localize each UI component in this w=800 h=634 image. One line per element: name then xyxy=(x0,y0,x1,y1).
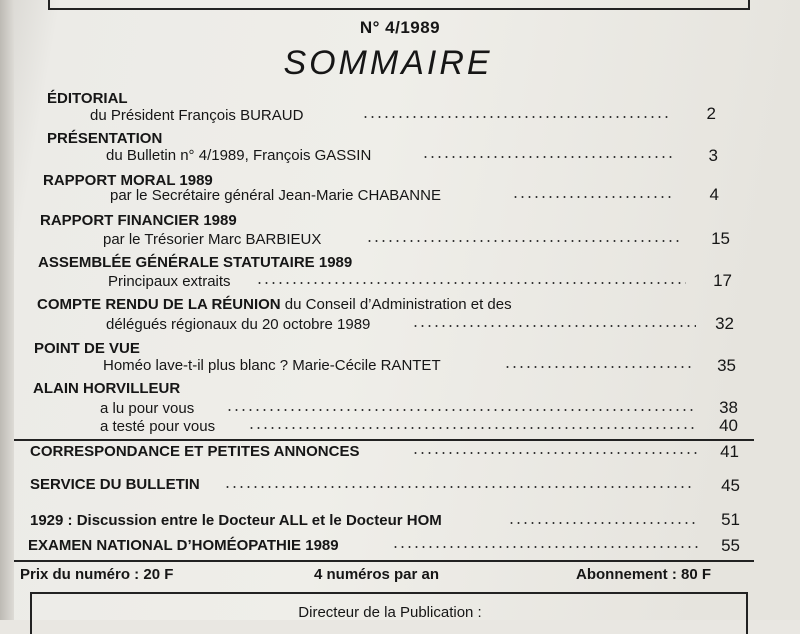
toc-heading-examen: EXAMEN NATIONAL D’HOMÉOPATHIE 1989 xyxy=(28,537,339,554)
toc-line-rapport-financier: par le Trésorier Marc BARBIEUX xyxy=(103,231,322,248)
toc-heading-assemblee: ASSEMBLÉE GÉNÉRALE STATUTAIRE 1989 xyxy=(38,254,353,271)
divider-rule xyxy=(14,439,754,441)
divider-rule xyxy=(14,560,754,562)
toc-page-horvilleur-teste: 40 xyxy=(719,416,738,435)
toc-page-correspondance: 41 xyxy=(720,442,739,461)
top-frame xyxy=(48,0,750,10)
leader-dots xyxy=(512,196,672,198)
toc-heading-compte-rendu-bold: COMPTE RENDU DE LA RÉUNION xyxy=(37,296,281,313)
toc-line-rapport-moral: par le Secrétaire général Jean-Marie CHABANNE xyxy=(110,187,441,204)
toc-heading-point-de-vue: POINT DE VUE xyxy=(34,340,140,357)
toc-heading-presentation: PRÉSENTATION xyxy=(47,130,163,147)
leader-dots xyxy=(392,546,698,548)
leader-dots xyxy=(366,240,682,242)
toc-heading-rapport-financier: RAPPORT FINANCIER 1989 xyxy=(40,212,237,229)
masthead-director: Directeur de la Publication : xyxy=(298,604,482,621)
toc-line-assemblee: Principaux extraits xyxy=(108,273,231,290)
toc-page-presentation: 3 xyxy=(708,146,718,165)
leader-dots xyxy=(412,452,700,454)
leader-dots xyxy=(248,427,698,429)
toc-page-examen: 55 xyxy=(721,536,740,555)
leader-dots xyxy=(226,409,696,411)
toc-page-editorial: 2 xyxy=(706,104,716,123)
leader-dots xyxy=(412,325,696,327)
leader-dots xyxy=(362,116,670,118)
toc-page-service: 45 xyxy=(721,476,740,495)
toc-page-rapport-moral: 4 xyxy=(709,185,719,204)
toc-heading-compte-rendu-rest: du Conseil d’Administration et des xyxy=(284,296,512,313)
toc-line-horvilleur-lu: a lu pour vous xyxy=(100,400,195,417)
toc-line-point-de-vue: Homéo lave-t-il plus blanc ? Marie-Cécile RANTET xyxy=(103,357,441,374)
page-title: SOMMAIRE xyxy=(283,44,493,82)
toc-heading-1929: 1929 : Discussion entre le Docteur ALL et le Docteur HOM xyxy=(30,512,442,529)
toc-page-point-de-vue: 35 xyxy=(717,356,736,375)
leader-dots xyxy=(256,282,686,284)
toc-heading-correspondance: CORRESPONDANCE ET PETITES ANNONCES xyxy=(30,443,360,460)
toc-line-compte-rendu: délégués régionaux du 20 octobre 1989 xyxy=(106,316,371,333)
leader-dots xyxy=(224,486,694,488)
toc-heading-editorial: ÉDITORIAL xyxy=(47,90,128,107)
toc-line-horvilleur-teste: a testé pour vous xyxy=(100,418,216,435)
footer-price: Prix du numéro : 20 F xyxy=(20,566,174,583)
toc-line-presentation: du Bulletin n° 4/1989, François GASSIN xyxy=(106,147,372,164)
issue-number: N° 4/1989 xyxy=(359,18,441,37)
toc-page-1929: 51 xyxy=(721,510,740,529)
toc-page-horvilleur-lu: 38 xyxy=(719,398,738,417)
leader-dots xyxy=(504,366,694,368)
leader-dots xyxy=(508,522,696,524)
toc-page-rapport-financier: 15 xyxy=(711,229,730,248)
toc-heading-compte-rendu xyxy=(37,296,512,313)
toc-page-assemblee: 17 xyxy=(713,271,732,290)
toc-heading-service: SERVICE DU BULLETIN xyxy=(30,476,200,493)
toc-heading-horvilleur: ALAIN HORVILLEUR xyxy=(33,380,181,397)
footer-frequency: 4 numéros par an xyxy=(314,566,440,583)
page-spine xyxy=(0,0,14,620)
toc-page-compte-rendu: 32 xyxy=(715,314,734,333)
footer-subscription: Abonnement : 80 F xyxy=(576,566,712,583)
toc-line-editorial: du Président François BURAUD xyxy=(90,107,304,124)
toc-heading-rapport-moral: RAPPORT MORAL 1989 xyxy=(43,172,213,189)
leader-dots xyxy=(422,156,672,158)
